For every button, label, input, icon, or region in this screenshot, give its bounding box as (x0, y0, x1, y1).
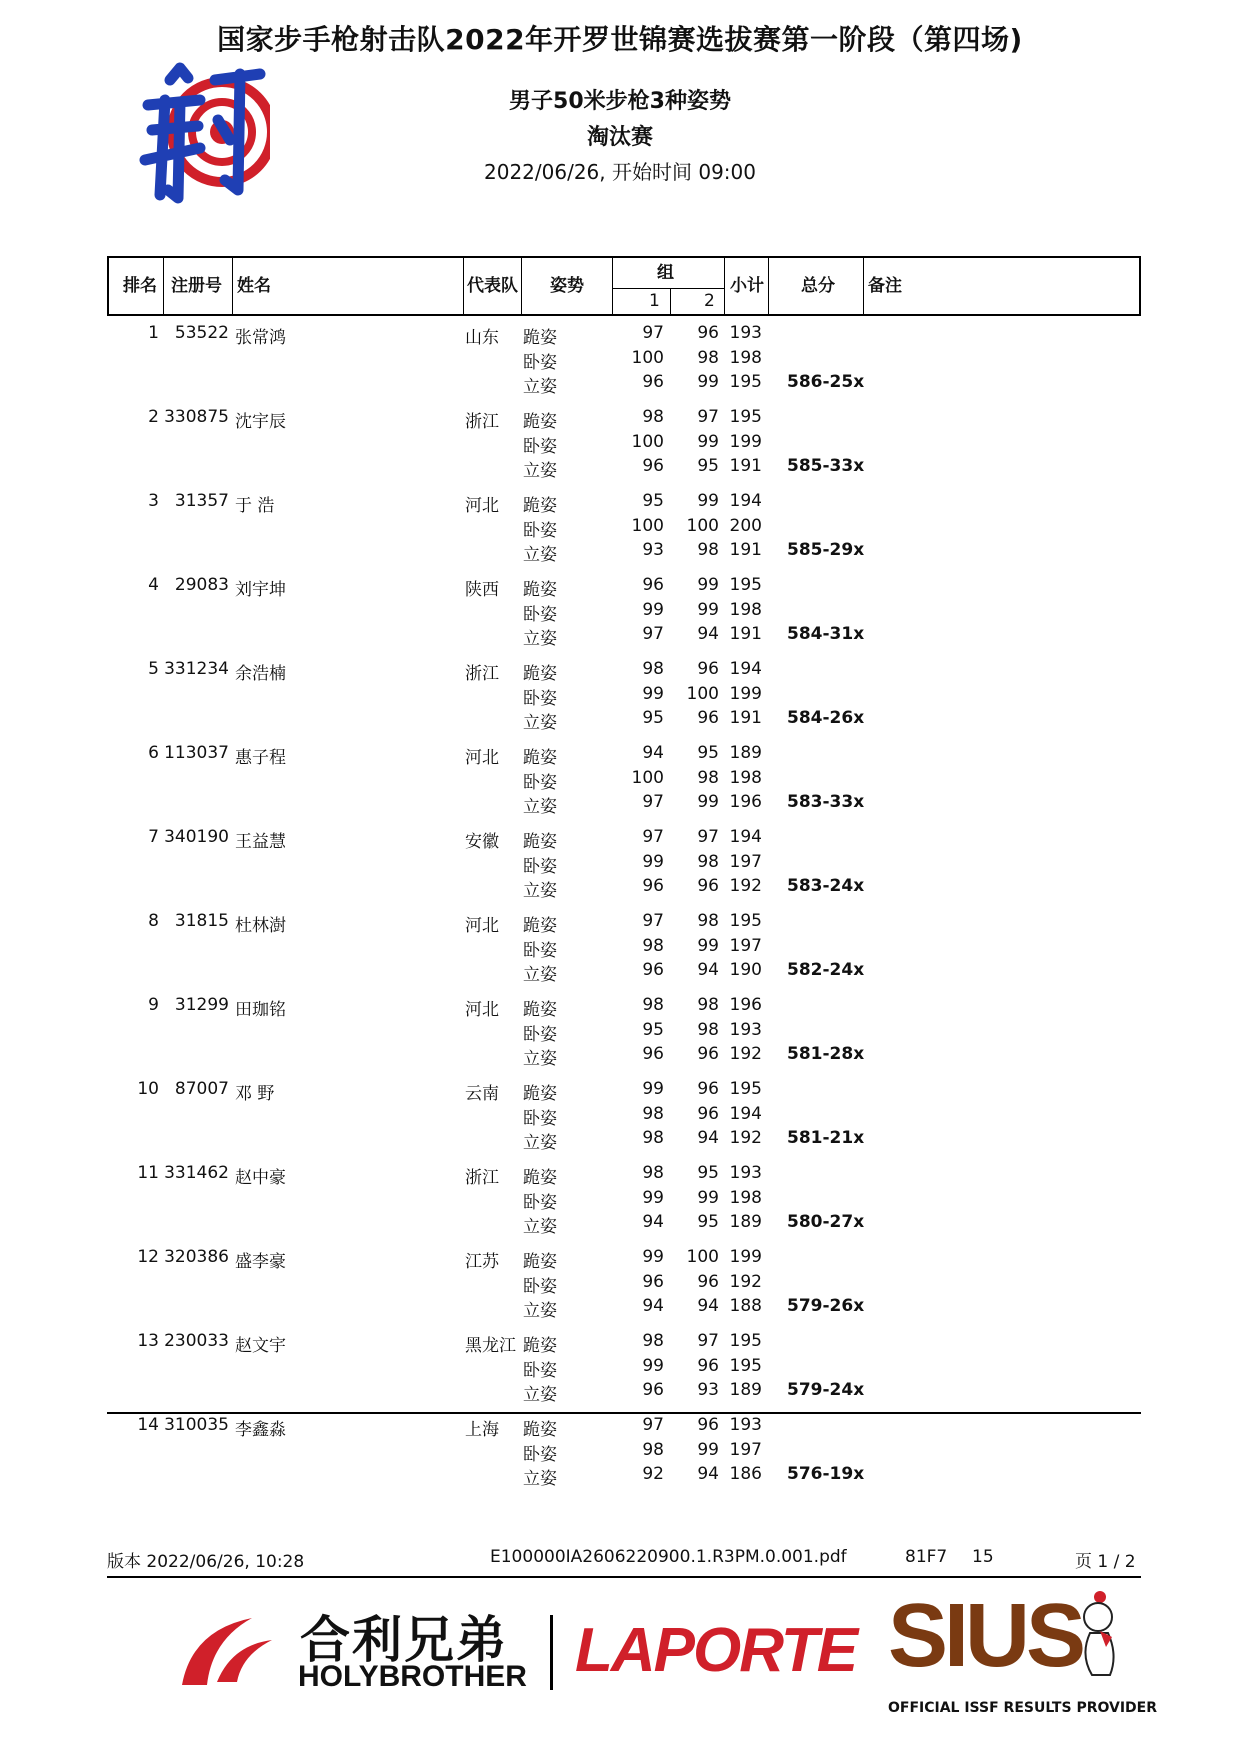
total-score: 576-19x (787, 1464, 865, 1484)
subtotal-score: 193 (729, 1020, 762, 1040)
qualification-cutoff-line (107, 1412, 1141, 1414)
sius-logo: SIUS (888, 1586, 1083, 1686)
subtotal-score: 197 (729, 1440, 762, 1460)
table-row (107, 1331, 1141, 1415)
series-2-score: 99 (697, 575, 719, 595)
series-2-score: 96 (697, 708, 719, 728)
series-2-score: 99 (697, 600, 719, 620)
laporte-logo: LAPORTE (575, 1616, 857, 1685)
position-label: 跪姿 (523, 664, 557, 684)
team: 浙江 (465, 1168, 499, 1188)
total-score: 583-24x (787, 876, 865, 896)
series-1-score: 98 (642, 1104, 664, 1124)
series-1-score: 96 (642, 960, 664, 980)
subtotal-score: 195 (729, 575, 762, 595)
rank: 2 (148, 407, 159, 427)
athlete-name: 邓 野 (235, 1084, 275, 1104)
series-1-score: 97 (642, 911, 664, 931)
subtotal-score: 198 (729, 348, 762, 368)
col-team: 代表队 (467, 276, 518, 296)
position-label: 跪姿 (523, 1168, 557, 1188)
series-2-score: 99 (697, 936, 719, 956)
subtotal-score: 192 (729, 1128, 762, 1148)
athlete-name: 盛李豪 (235, 1252, 286, 1272)
team: 浙江 (465, 664, 499, 684)
position-label: 立姿 (523, 1469, 557, 1489)
series-2-score: 99 (697, 372, 719, 392)
position-label: 卧姿 (523, 1445, 557, 1465)
table-row (107, 575, 1141, 659)
date-time: 2022/06/26, 开始时间 09:00 (484, 160, 756, 184)
table-row (107, 323, 1141, 407)
position-label: 卧姿 (523, 521, 557, 541)
rank: 12 (137, 1247, 159, 1267)
position-label: 立姿 (523, 377, 557, 397)
team: 黑龙江 (465, 1336, 516, 1356)
position-label: 立姿 (523, 797, 557, 817)
position-label: 跪姿 (523, 580, 557, 600)
subtotal-score: 189 (729, 1212, 762, 1232)
series-1-score: 98 (642, 659, 664, 679)
sius-mascot-icon (1070, 1585, 1130, 1685)
position-label: 卧姿 (523, 1193, 557, 1213)
team: 河北 (465, 916, 499, 936)
series-2-score: 96 (697, 323, 719, 343)
rank: 1 (148, 323, 159, 343)
table-row (107, 1163, 1141, 1247)
team: 江苏 (465, 1252, 499, 1272)
reg-no: 31299 (174, 995, 229, 1015)
series-1-score: 97 (642, 624, 664, 644)
subtotal-score: 192 (729, 876, 762, 896)
series-2-score: 96 (697, 659, 719, 679)
total-score: 582-24x (787, 960, 865, 980)
series-1-score: 94 (642, 1296, 664, 1316)
table-row (107, 995, 1141, 1079)
team: 浙江 (465, 412, 499, 432)
rank: 10 (137, 1079, 159, 1099)
series-2-score: 95 (697, 456, 719, 476)
athlete-name: 惠子程 (235, 748, 286, 768)
position-label: 立姿 (523, 965, 557, 985)
col-group: 组 (657, 263, 674, 283)
position-label: 卧姿 (523, 353, 557, 373)
position-label: 跪姿 (523, 1336, 557, 1356)
table-row (107, 827, 1141, 911)
subtotal-score: 189 (729, 743, 762, 763)
series-2-score: 99 (697, 491, 719, 511)
position-label: 立姿 (523, 713, 557, 733)
series-1-score: 98 (642, 995, 664, 1015)
position-label: 立姿 (523, 881, 557, 901)
series-1-score: 92 (642, 1464, 664, 1484)
position-label: 立姿 (523, 461, 557, 481)
team: 云南 (465, 1084, 499, 1104)
team: 河北 (465, 748, 499, 768)
series-2-score: 98 (697, 348, 719, 368)
reg-no: 31815 (174, 911, 229, 931)
position-label: 卧姿 (523, 1277, 557, 1297)
rank: 6 (148, 743, 159, 763)
file-name: E100000IA2606220900.1.R3PM.0.001.pdf (490, 1547, 847, 1567)
position-label: 卧姿 (523, 605, 557, 625)
series-2-score: 98 (697, 768, 719, 788)
subtotal-score: 188 (729, 1296, 762, 1316)
position-label: 卧姿 (523, 437, 557, 457)
holybrother-logo-icon (172, 1610, 277, 1690)
position-label: 卧姿 (523, 857, 557, 877)
subtotal-score: 190 (729, 960, 762, 980)
series-2-score: 94 (697, 624, 719, 644)
subtotal-score: 193 (729, 323, 762, 343)
rank: 3 (148, 491, 159, 511)
position-label: 跪姿 (523, 1084, 557, 1104)
series-2-score: 98 (697, 995, 719, 1015)
series-1-score: 95 (642, 1020, 664, 1040)
reg-no: 230033 (164, 1331, 229, 1351)
subtotal-score: 194 (729, 659, 762, 679)
series-1-score: 99 (642, 1188, 664, 1208)
series-2-score: 97 (697, 827, 719, 847)
subtotal-score: 193 (729, 1163, 762, 1183)
subtotal-score: 191 (729, 456, 762, 476)
total-score: 581-28x (787, 1044, 865, 1064)
series-1-score: 96 (642, 575, 664, 595)
total-score: 585-29x (787, 540, 865, 560)
total-score: 584-26x (787, 708, 865, 728)
series-1-score: 97 (642, 792, 664, 812)
subtotal-score: 195 (729, 1356, 762, 1376)
doc-code: 81F7 (905, 1547, 948, 1567)
col-reg-no: 注册号 (171, 276, 222, 296)
total-score: 581-21x (787, 1128, 865, 1148)
series-2-score: 95 (697, 1212, 719, 1232)
rank: 4 (148, 575, 159, 595)
position-label: 跪姿 (523, 832, 557, 852)
reg-no: 53522 (174, 323, 229, 343)
subtotal-score: 200 (729, 516, 762, 536)
series-2-score: 94 (697, 1464, 719, 1484)
series-1-score: 100 (631, 516, 664, 536)
subtotal-score: 193 (729, 1415, 762, 1435)
event-name: 男子50米步枪3种姿势 (509, 89, 731, 114)
table-row (107, 1079, 1141, 1163)
subtotal-score: 195 (729, 407, 762, 427)
subtotal-score: 192 (729, 1044, 762, 1064)
col-g1: 1 (649, 291, 660, 311)
athlete-name: 于 浩 (235, 496, 275, 516)
series-2-score: 99 (697, 792, 719, 812)
position-label: 跪姿 (523, 412, 557, 432)
total-score: 579-26x (787, 1296, 865, 1316)
version-text: 版本 2022/06/26, 10:28 (107, 1552, 305, 1572)
series-1-score: 99 (642, 600, 664, 620)
rank: 5 (148, 659, 159, 679)
subtotal-score: 191 (729, 540, 762, 560)
series-1-score: 99 (642, 684, 664, 704)
page-title: 国家步手枪射击队2022年开罗世锦赛选拔赛第一阶段（第四场) (217, 23, 1023, 56)
series-2-score: 94 (697, 960, 719, 980)
position-label: 立姿 (523, 1217, 557, 1237)
position-label: 卧姿 (523, 773, 557, 793)
subtotal-score: 196 (729, 792, 762, 812)
position-label: 跪姿 (523, 1420, 557, 1440)
rank: 7 (148, 827, 159, 847)
series-2-score: 99 (697, 432, 719, 452)
table-row (107, 407, 1141, 491)
athlete-name: 沈宇辰 (235, 412, 286, 432)
col-subtotal: 小计 (730, 276, 764, 296)
series-2-score: 100 (686, 1247, 719, 1267)
col-position: 姿势 (550, 276, 584, 296)
series-2-score: 96 (697, 1356, 719, 1376)
holybrother-cn: 合利兄弟 (300, 1611, 508, 1669)
subtotal-score: 189 (729, 1380, 762, 1400)
series-2-score: 96 (697, 1104, 719, 1124)
total-score: 579-24x (787, 1380, 865, 1400)
subtotal-score: 191 (729, 624, 762, 644)
position-label: 跪姿 (523, 496, 557, 516)
subtotal-score: 196 (729, 995, 762, 1015)
series-1-score: 97 (642, 827, 664, 847)
series-2-score: 95 (697, 1163, 719, 1183)
position-label: 立姿 (523, 1133, 557, 1153)
series-2-score: 97 (697, 1331, 719, 1351)
subtotal-score: 194 (729, 827, 762, 847)
series-2-score: 96 (697, 876, 719, 896)
series-1-score: 95 (642, 708, 664, 728)
series-1-score: 96 (642, 456, 664, 476)
reg-no: 29083 (174, 575, 229, 595)
team: 河北 (465, 1000, 499, 1020)
team: 山东 (465, 328, 499, 348)
series-2-score: 96 (697, 1044, 719, 1064)
subtotal-score: 198 (729, 1188, 762, 1208)
series-1-score: 96 (642, 372, 664, 392)
athlete-name: 刘宇坤 (235, 580, 286, 600)
series-2-score: 98 (697, 852, 719, 872)
reg-no: 340190 (164, 827, 229, 847)
athlete-name: 李鑫淼 (235, 1420, 286, 1440)
position-label: 立姿 (523, 1301, 557, 1321)
athlete-name: 杜林澍 (235, 916, 286, 936)
series-2-score: 96 (697, 1415, 719, 1435)
total-score: 585-33x (787, 456, 865, 476)
series-1-score: 94 (642, 743, 664, 763)
footer-divider (107, 1576, 1141, 1578)
athlete-name: 赵中豪 (235, 1168, 286, 1188)
athlete-name: 赵文宇 (235, 1336, 286, 1356)
series-1-score: 99 (642, 852, 664, 872)
subtotal-score: 199 (729, 684, 762, 704)
series-2-score: 100 (686, 516, 719, 536)
series-1-score: 98 (642, 936, 664, 956)
shooting-logo-icon (130, 60, 270, 205)
reg-no: 331462 (164, 1163, 229, 1183)
series-1-score: 100 (631, 768, 664, 788)
athlete-name: 王益慧 (235, 832, 286, 852)
series-1-score: 98 (642, 1163, 664, 1183)
table-row (107, 1247, 1141, 1331)
sponsor-divider (550, 1615, 553, 1690)
position-label: 跪姿 (523, 1252, 557, 1272)
holybrother-en: HOLYBROTHER (298, 1660, 527, 1693)
series-2-score: 94 (697, 1296, 719, 1316)
position-label: 卧姿 (523, 1361, 557, 1381)
series-1-score: 97 (642, 323, 664, 343)
reg-no: 113037 (164, 743, 229, 763)
position-label: 跪姿 (523, 748, 557, 768)
col-total: 总分 (801, 276, 835, 296)
series-2-score: 98 (697, 1020, 719, 1040)
series-1-score: 98 (642, 1331, 664, 1351)
series-1-score: 97 (642, 1415, 664, 1435)
subtotal-score: 195 (729, 372, 762, 392)
series-1-score: 96 (642, 1272, 664, 1292)
series-1-score: 99 (642, 1356, 664, 1376)
series-1-score: 96 (642, 876, 664, 896)
series-1-score: 96 (642, 1044, 664, 1064)
subtotal-score: 199 (729, 432, 762, 452)
rank: 11 (137, 1163, 159, 1183)
subtotal-score: 186 (729, 1464, 762, 1484)
series-1-score: 99 (642, 1247, 664, 1267)
athlete-name: 田珈铭 (235, 1000, 286, 1020)
series-2-score: 96 (697, 1272, 719, 1292)
rank: 13 (137, 1331, 159, 1351)
rank: 8 (148, 911, 159, 931)
col-g2: 2 (704, 291, 715, 311)
subtotal-score: 195 (729, 911, 762, 931)
team: 陕西 (465, 580, 499, 600)
series-1-score: 93 (642, 540, 664, 560)
subtotal-score: 197 (729, 936, 762, 956)
position-label: 立姿 (523, 545, 557, 565)
series-1-score: 98 (642, 407, 664, 427)
position-label: 立姿 (523, 1385, 557, 1405)
series-1-score: 95 (642, 491, 664, 511)
series-2-score: 99 (697, 1188, 719, 1208)
position-label: 卧姿 (523, 1025, 557, 1045)
athlete-name: 张常鸿 (235, 328, 286, 348)
position-label: 卧姿 (523, 689, 557, 709)
table-row (107, 1415, 1141, 1499)
table-row (107, 491, 1141, 575)
col-rank: 排名 (123, 276, 157, 296)
series-2-score: 97 (697, 407, 719, 427)
doc-number: 15 (972, 1547, 994, 1567)
reg-no: 320386 (164, 1247, 229, 1267)
total-score: 580-27x (787, 1212, 865, 1232)
subtotal-score: 195 (729, 1331, 762, 1351)
total-score: 586-25x (787, 372, 865, 392)
page-number: 页 1 / 2 (1075, 1552, 1136, 1572)
reg-no: 31357 (174, 491, 229, 511)
subtotal-score: 191 (729, 708, 762, 728)
position-label: 立姿 (523, 1049, 557, 1069)
series-1-score: 100 (631, 432, 664, 452)
series-2-score: 98 (697, 540, 719, 560)
position-label: 卧姿 (523, 941, 557, 961)
team: 安徽 (465, 832, 499, 852)
sius-tagline: OFFICIAL ISSF RESULTS PROVIDER (888, 1700, 1158, 1716)
position-label: 跪姿 (523, 328, 557, 348)
col-name: 姓名 (237, 276, 271, 296)
series-2-score: 96 (697, 1079, 719, 1099)
series-2-score: 99 (697, 1440, 719, 1460)
athlete-name: 余浩楠 (235, 664, 286, 684)
total-score: 583-33x (787, 792, 865, 812)
col-remarks: 备注 (868, 276, 902, 296)
series-1-score: 94 (642, 1212, 664, 1232)
reg-no: 330875 (164, 407, 229, 427)
position-label: 跪姿 (523, 916, 557, 936)
reg-no: 310035 (164, 1415, 229, 1435)
rank: 14 (137, 1415, 159, 1435)
series-1-score: 98 (642, 1440, 664, 1460)
series-2-score: 95 (697, 743, 719, 763)
table-row (107, 743, 1141, 827)
stage-name: 淘汰赛 (586, 125, 653, 150)
series-2-score: 94 (697, 1128, 719, 1148)
subtotal-score: 192 (729, 1272, 762, 1292)
table-row (107, 911, 1141, 995)
reg-no: 87007 (174, 1079, 229, 1099)
rank: 9 (148, 995, 159, 1015)
series-1-score: 99 (642, 1079, 664, 1099)
team: 河北 (465, 496, 499, 516)
reg-no: 331234 (164, 659, 229, 679)
subtotal-score: 194 (729, 1104, 762, 1124)
position-label: 跪姿 (523, 1000, 557, 1020)
series-1-score: 96 (642, 1380, 664, 1400)
team: 上海 (465, 1420, 499, 1440)
subtotal-score: 197 (729, 852, 762, 872)
subtotal-score: 198 (729, 600, 762, 620)
subtotal-score: 198 (729, 768, 762, 788)
subtotal-score: 195 (729, 1079, 762, 1099)
position-label: 立姿 (523, 629, 557, 649)
series-2-score: 93 (697, 1380, 719, 1400)
table-row (107, 659, 1141, 743)
table-header (107, 256, 1141, 316)
series-1-score: 98 (642, 1128, 664, 1148)
series-2-score: 98 (697, 911, 719, 931)
total-score: 584-31x (787, 624, 865, 644)
subtotal-score: 199 (729, 1247, 762, 1267)
position-label: 卧姿 (523, 1109, 557, 1129)
subtotal-score: 194 (729, 491, 762, 511)
series-1-score: 100 (631, 348, 664, 368)
series-2-score: 100 (686, 684, 719, 704)
